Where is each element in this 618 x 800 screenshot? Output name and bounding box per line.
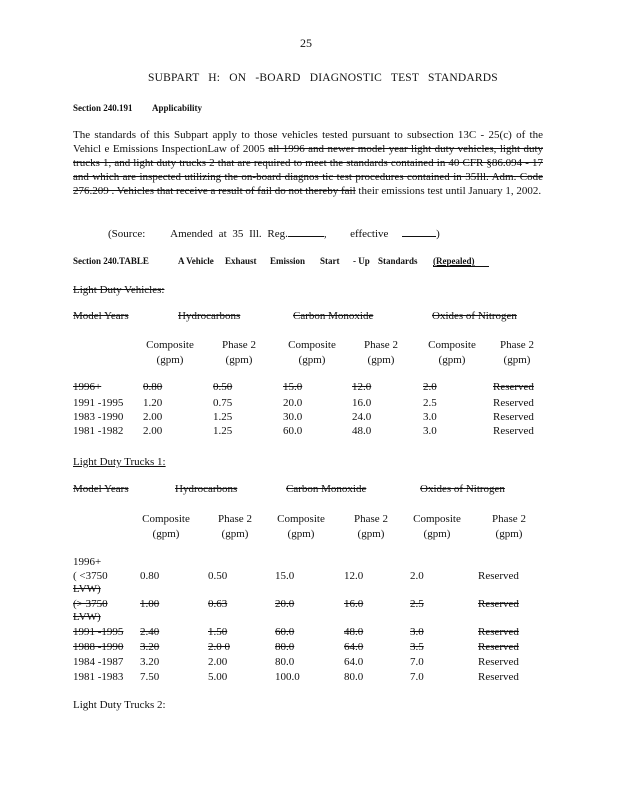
table-cell: Reserved: [493, 397, 534, 409]
table-cell: Reserved: [478, 598, 519, 610]
carbon-monoxide-header: Carbon Monoxide: [286, 483, 367, 495]
table-cell: 15.0: [275, 570, 295, 582]
row-year: 1991 -1995: [73, 397, 124, 409]
applicability-paragraph: [73, 128, 543, 198]
table-cell: Reserved: [478, 671, 519, 683]
phase2-subheader: Phase 2 (gpm): [364, 339, 398, 366]
reg-blank: [288, 226, 324, 237]
table-heading-word: Start: [320, 256, 340, 266]
row-year: ( <3750: [73, 570, 108, 582]
table-cell: 12.0: [352, 381, 372, 393]
table-cell: Reserved: [478, 641, 519, 653]
trucks1-label: Light Duty Trucks 1:: [73, 456, 166, 468]
table-cell: 2.5: [410, 598, 424, 610]
composite-subheader: Composite (gpm): [142, 513, 190, 540]
table-cell: 16.0: [352, 397, 372, 409]
paragraph-struck-text: all 1996 and newer model year light duty vehicles, light duty trucks 1, and light duty trucks 2 that are required to meet the standards contained in 40 CFR §86.094 - 17 and which are inspected utilizing the on-board diagnos tic test procedures contained in 35Ill. Adm. Code 276.209 . Vehicles that receive a result of fail do not thereby fail: [73, 143, 544, 197]
table-cell: 3.20: [140, 656, 160, 668]
row-year-continued: LVW): [73, 583, 101, 595]
row-year: 1996+: [73, 381, 102, 393]
source-close: ): [436, 228, 440, 240]
model-years-header: Model Years: [73, 310, 129, 322]
table-cell: 3.0: [410, 626, 424, 638]
row-year: 1983 -1990: [73, 411, 124, 423]
source-effective: effective: [350, 228, 389, 240]
page-number: 25: [300, 36, 312, 50]
effective-blank: [402, 226, 436, 237]
row-year-continued: LVW): [73, 611, 101, 623]
table-cell: 60.0: [275, 626, 295, 638]
table-cell: 3.20: [140, 641, 160, 653]
table-section-number: Section 240.TABLE: [73, 256, 149, 266]
table-cell: 1.25: [213, 425, 233, 437]
phase2-subheader: Phase 2 (gpm): [222, 339, 256, 366]
table-cell: 1.25: [213, 411, 233, 423]
repealed-underline: [433, 266, 489, 267]
source-amended: Amended at 35 Ill. Reg.: [170, 228, 288, 240]
table-heading-word: A Vehicle: [178, 256, 214, 266]
table-cell: 80.0: [344, 671, 364, 683]
vehicles-label: Light Duty Vehicles:: [73, 284, 165, 296]
table-cell: 12.0: [344, 570, 364, 582]
repealed-status: (Repealed): [433, 256, 475, 266]
table-heading-word: - Up: [353, 256, 370, 266]
table-cell: 7.50: [140, 671, 160, 683]
table-cell: 7.0: [410, 671, 424, 683]
table-cell: 5.00: [208, 671, 228, 683]
phase2-subheader: Phase 2 (gpm): [354, 513, 388, 540]
row-year: 1984 -1987: [73, 656, 124, 668]
composite-subheader: Composite (gpm): [428, 339, 476, 366]
table-cell: 80.0: [275, 641, 295, 653]
table-cell: Reserved: [493, 381, 534, 393]
table-cell: 0.80: [140, 570, 160, 582]
phase2-subheader: Phase 2 (gpm): [500, 339, 534, 366]
table-cell: 3.5: [410, 641, 424, 653]
subpart-title: SUBPART H: ON -BOARD DIAGNOSTIC TEST STANDARDS: [148, 72, 498, 84]
phase2-subheader: Phase 2 (gpm): [492, 513, 526, 540]
row-year: 1981 -1983: [73, 671, 124, 683]
table-cell: 60.0: [283, 425, 303, 437]
table-cell: Reserved: [478, 656, 519, 668]
table-cell: 48.0: [352, 425, 372, 437]
table-cell: 2.0 0: [208, 641, 230, 653]
row-year: 1988 -1990: [73, 641, 124, 653]
table-cell: 64.0: [344, 641, 364, 653]
table-cell: 0.50: [213, 381, 233, 393]
source-note: (Source: Amended at 35 Ill. Reg. , effective ): [108, 228, 440, 240]
table-cell: 1.00: [140, 598, 160, 610]
table-cell: Reserved: [493, 411, 534, 423]
table-cell: 24.0: [352, 411, 372, 423]
model-years-header: Model Years: [73, 483, 129, 495]
table-cell: 1.50: [208, 626, 228, 638]
paragraph-end-text: their emissions test until January 1, 2002.: [358, 185, 542, 197]
table-cell: 2.00: [143, 425, 163, 437]
table-cell: 0.63: [208, 598, 228, 610]
table-cell: 2.0: [410, 570, 424, 582]
table-cell: 48.0: [344, 626, 364, 638]
table-cell: 3.0: [423, 411, 437, 423]
section-number: Section 240.191: [73, 103, 133, 113]
table-cell: 0.75: [213, 397, 233, 409]
phase2-subheader: Phase 2 (gpm): [218, 513, 252, 540]
hydrocarbons-header: Hydrocarbons: [178, 310, 241, 322]
table-cell: 64.0: [344, 656, 364, 668]
table-cell: 15.0: [283, 381, 303, 393]
table-cell: 2.40: [140, 626, 160, 638]
composite-subheader: Composite (gpm): [277, 513, 325, 540]
composite-subheader: Composite (gpm): [146, 339, 194, 366]
table-cell: 3.0: [423, 425, 437, 437]
table-cell: 80.0: [275, 656, 295, 668]
table-cell: 20.0: [283, 397, 303, 409]
table-heading-word: Exhaust: [225, 256, 257, 266]
table-cell: 2.00: [208, 656, 228, 668]
paragraph-text: The standards of this Subpart apply to those vehicles tested pursuant to subsection 13C - 25(c) of the Vehicl e Emissions InspectionLaw of 2005: [73, 129, 543, 155]
oxides-nitrogen-header: Oxides of Nitrogen: [420, 483, 505, 495]
table-heading-word: Standards: [378, 256, 418, 266]
composite-subheader: Composite (gpm): [413, 513, 461, 540]
table-cell: 2.5: [423, 397, 437, 409]
table-cell: 30.0: [283, 411, 303, 423]
table-cell: 7.0: [410, 656, 424, 668]
group-label: 1996+: [73, 556, 102, 568]
table-cell: Reserved: [478, 626, 519, 638]
trucks2-label: Light Duty Trucks 2:: [73, 699, 166, 711]
table-cell: 100.0: [275, 671, 300, 683]
table-cell: 1.20: [143, 397, 163, 409]
row-year: (> 3750: [73, 598, 108, 610]
section-heading: Applicability: [152, 103, 203, 113]
carbon-monoxide-header: Carbon Monoxide: [293, 310, 374, 322]
row-year: 1981 -1982: [73, 425, 124, 437]
table-cell: 2.0: [423, 381, 437, 393]
oxides-nitrogen-header: Oxides of Nitrogen: [432, 310, 517, 322]
table-cell: 2.00: [143, 411, 163, 423]
composite-subheader: Composite (gpm): [288, 339, 336, 366]
source-prefix: (Source:: [108, 228, 146, 240]
hydrocarbons-header: Hydrocarbons: [175, 483, 238, 495]
table-cell: 0.50: [208, 570, 228, 582]
row-year: 1991 -1995: [73, 626, 124, 638]
table-cell: 0.80: [143, 381, 163, 393]
table-heading-word: Emission: [270, 256, 306, 266]
table-cell: 20.0: [275, 598, 295, 610]
table-cell: Reserved: [478, 570, 519, 582]
table-cell: 16.0: [344, 598, 364, 610]
table-cell: Reserved: [493, 425, 534, 437]
